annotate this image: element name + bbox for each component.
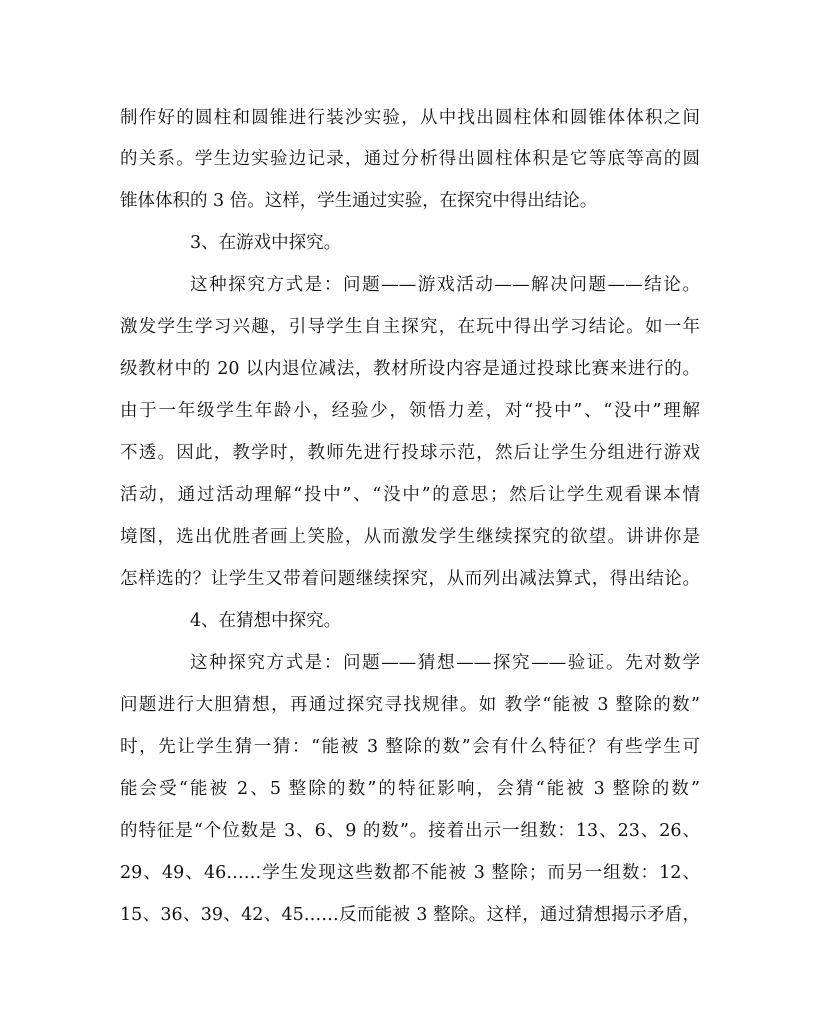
text-line: 级教材中的 20 以内退位减法，教材所设内容是通过投球比赛来进行的。 [120, 359, 700, 379]
text-line: 境图，选出优胜者画上笑脸，从而激发学生继续探究的欲望。讲讲你是 [120, 527, 700, 547]
text-line: 这种探究方式是：问题——游戏活动——解决问题——结论。 [190, 275, 700, 295]
text-line: 活动，通过活动理解“投中”、“没中”的意思；然后让学生观看课本情 [120, 485, 700, 505]
text-line: 怎样选的？让学生又带着问题继续探究，从而列出减法算式，得出结论。 [120, 569, 700, 589]
text-line: 15、36、39、42、45……反而能被 3 整除。这样，通过猜想揭示矛盾， [120, 905, 700, 925]
text-line: 不透。因此，教学时，教师先进行投球示范，然后让学生分组进行游戏 [120, 443, 700, 463]
section-heading: 4、在猜想中探究。 [190, 611, 342, 631]
section-heading: 3、在游戏中探究。 [190, 233, 342, 253]
text-line: 的特征是“个位数是 3、6、9 的数”。接着出示一组数：13、23、26、 [120, 821, 700, 841]
text-line: 时，先让学生猜一猜：“能被 3 整除的数”会有什么特征？有些学生可 [120, 737, 700, 757]
text-line: 能会受“能被 2、5 整除的数”的特征影响，会猜“能被 3 整除的数” [120, 779, 700, 799]
text-line: 激发学生学习兴趣，引导学生自主探究，在玩中得出学习结论。如一年 [120, 317, 700, 337]
text-line: 这种探究方式是：问题——猜想——探究——验证。先对数学 [190, 653, 700, 673]
text-line: 问题进行大胆猜想，再通过探究寻找规律。如 教学“能被 3 整除的数” [120, 695, 700, 715]
text-line: 锥体体积的 3 倍。这样，学生通过实验，在探究中得出结论。 [120, 191, 598, 211]
text-line: 制作好的圆柱和圆锥进行装沙实验，从中找出圆柱体和圆锥体体积之间 [120, 108, 700, 128]
text-line: 由于一年级学生年龄小，经验少，领悟力差，对“投中”、“没中”理解 [120, 401, 700, 421]
text-line: 的关系。学生边实验边记录，通过分析得出圆柱体积是它等底等高的圆 [120, 149, 700, 169]
text-line: 29、49、46……学生发现这些数都不能被 3 整除；而另一组数：12、 [120, 863, 700, 883]
